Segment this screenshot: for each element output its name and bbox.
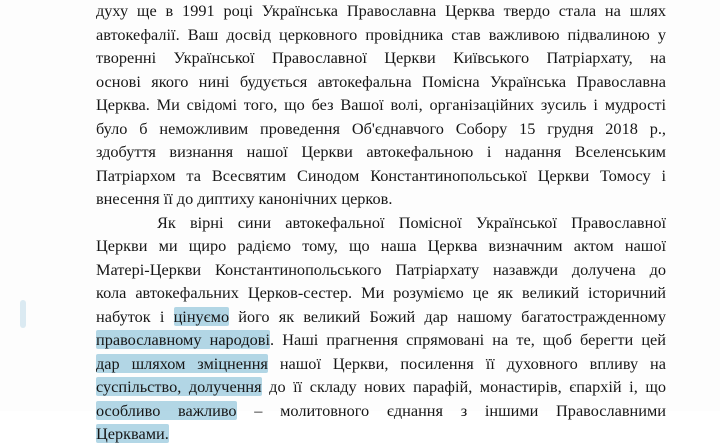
paragraph-1-line-9: внесення її до диптиху канонічних церков. <box>96 189 393 208</box>
paragraph-2-line-6 <box>96 329 666 351</box>
paragraph-2-line-10 <box>96 423 169 445</box>
highlight-pravoslavnomu-narodovi: православному народові <box>96 330 270 349</box>
paragraph-1-line-7: здобуття визнання нашої Церкви автокефальною і надання Вселенським <box>96 142 666 161</box>
highlight-osoblyvo-vazhlyvo: особливо важливо <box>96 400 237 420</box>
line-9-text-b: – молитовного єднання з іншими Православними <box>236 400 667 420</box>
paragraph-1-line-2: автокефалії. Ваш досвід церковного провідника став важливою підвалиною у <box>96 24 666 44</box>
highlight-tserkvamy: Церквами. <box>96 424 169 443</box>
paragraph-1-line-6: було б неможливим проведення Об'єднавчого Собору 15 грудня 2018 р., <box>96 118 666 138</box>
paragraph-2-line-5 <box>96 306 666 328</box>
paragraph-2-line-2: Церкви ми щиро радіємо тому, що наша Церква визначним актом нашої <box>96 236 666 255</box>
paragraph-2-line-8 <box>96 376 666 398</box>
paragraph-2-line-3: Матері-Церкви Константинопольського Патріархату назавжди долучена до <box>96 259 666 279</box>
paragraph-1-line-3: творенні Української Православної Церкви Київського Патріархату, на <box>96 48 666 67</box>
line-5-text-a: набуток і <box>96 306 174 326</box>
line-7-text-b: нашої Церкви, посилення її духовного впливу на <box>267 353 666 373</box>
paragraph-2-line-9 <box>96 400 666 422</box>
margin-mark <box>20 300 26 328</box>
highlight-dar-shlyakhom-zmitsnennya: дар шляхом зміцнення <box>96 353 268 373</box>
paragraph-2-line-7 <box>96 353 666 375</box>
paragraph-2-line-4: кола автокефальних Церков-сестер. Ми розуміємо це як великий історичний <box>96 283 666 302</box>
highlight-suspilstvo-doluchennya: суспільство, долучення <box>96 377 262 396</box>
paragraph-1-line-8: Патріархом та Всесвятим Синодом Константинопольської Церкви Томосу і <box>96 165 666 185</box>
line-6-text-b: . Наші прагнення спрямовані на те, щоб берегти цей <box>270 330 666 349</box>
paragraph-2-line-1: Як вірні сини автокефальної Помісної Української Православної <box>157 212 666 232</box>
line-8-text-b: до її складу нових парафій, монастирів, єпархій і, що <box>261 377 666 396</box>
paragraph-1-line-1: духу ще в 1991 році Українська Православна Церква твердо стала на шлях <box>96 1 666 20</box>
paragraph-1-line-5: Церква. Ми свідомі того, що без Вашої волі, організаційних зусиль і мудрості <box>96 95 666 114</box>
highlight-cinuyemo: цінуємо <box>173 306 230 326</box>
line-5-text-c: його як великий Божий дар нашому багатостраждeнному <box>229 306 666 326</box>
paragraph-1-line-4: основі якого нині будується автокефальна Помісна Українська Православна <box>96 71 666 91</box>
